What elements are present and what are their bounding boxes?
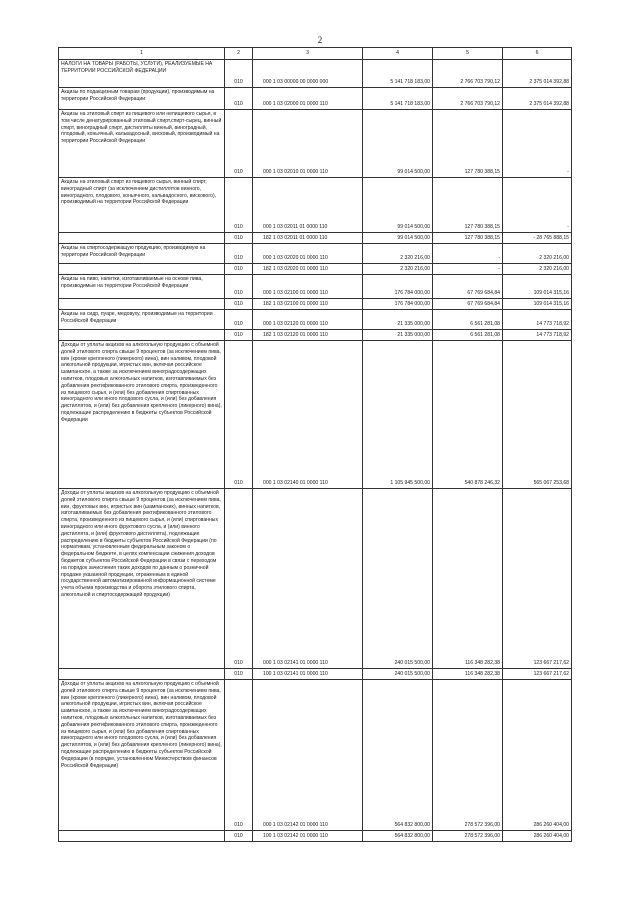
- row-unexecuted-cell: 565 067 253,68: [503, 341, 572, 489]
- row-kbk-cell: 000 1 03 02100 01 0000 110: [253, 275, 363, 299]
- row-unexecuted-cell: 2 320 216,00: [503, 244, 572, 264]
- row-name-cell: Доходы от уплаты акцизов на алкогольную продукцию с объемной долей этилового спирта свыше 9 процентов (за исключением пива, вин (кроме крепленого (ликерного) вина), вин наливом, плодовой алкогольной продукции, игристых вин, включая российское шампанское, а также за исключением виноградосодержащих напитков, плодовых алкогольных напитков, изготавливаемых без добавления ректификованного этилового спирта, произведенного из пищевого сырья, и (или) без добавления спиртованных виноградного или иного плодового сусла, и (или) без добавления дистиллятов, и (или) без добавления крепленого (ликерного) вина), подлежащие распределению в бюджеты субъектов Российской Федерации: [59, 341, 225, 489]
- row-unexecuted-cell: 109 014 315,16: [503, 275, 572, 299]
- row-name-cell: НАЛОГИ НА ТОВАРЫ (РАБОТЫ, УСЛУГИ), РЕАЛИЗУЕМЫЕ НА ТЕРРИТОРИИ РОССИЙСКОЙ ФЕДЕРАЦИИ: [59, 60, 225, 88]
- table-row: [59, 60, 572, 88]
- table-row: [59, 299, 572, 310]
- row-unexecuted-cell: -: [503, 178, 572, 233]
- row-kbk-cell: 000 1 03 02010 01 0000 110: [253, 110, 363, 178]
- row-approved-cell: 21 335 000,00: [363, 330, 433, 341]
- row-code-cell: 010: [225, 244, 253, 264]
- row-approved-cell: 564 832 800,00: [363, 831, 433, 842]
- row-name-cell: [59, 330, 225, 341]
- row-executed-cell: 2 766 703 790,12: [433, 60, 503, 88]
- row-approved-cell: 564 832 800,00: [363, 680, 433, 831]
- row-code-cell: 010: [225, 310, 253, 330]
- table-row: [59, 330, 572, 341]
- row-unexecuted-cell: -: [503, 110, 572, 178]
- row-unexecuted-cell: 2 320 216,00: [503, 264, 572, 275]
- row-name-cell: Акцизы на сидр, пуаре, медовуху, производимые на территории Российской Федерации: [59, 310, 225, 330]
- header-cell: 1: [59, 48, 225, 60]
- row-code-cell: 010: [225, 341, 253, 489]
- row-executed-cell: -: [433, 244, 503, 264]
- row-kbk-cell: 000 1 03 02011 01 0000 110: [253, 178, 363, 233]
- table-row: [59, 310, 572, 330]
- row-approved-cell: 240 015 500,00: [363, 669, 433, 680]
- row-executed-cell: 6 561 281,08: [433, 330, 503, 341]
- row-code-cell: 010: [225, 178, 253, 233]
- row-kbk-cell: 000 1 03 02000 01 0000 110: [253, 88, 363, 110]
- row-kbk-cell: 000 1 03 02020 01 0000 110: [253, 244, 363, 264]
- row-approved-cell: 5 141 718 183,00: [363, 88, 433, 110]
- row-approved-cell: 1 105 945 500,00: [363, 341, 433, 489]
- header-cell: 6: [503, 48, 572, 60]
- header-cell: 3: [253, 48, 363, 60]
- row-approved-cell: 99 014 500,00: [363, 110, 433, 178]
- income-report-table: [58, 47, 572, 842]
- row-approved-cell: 176 784 000,00: [363, 299, 433, 310]
- table-row: [59, 831, 572, 842]
- row-unexecuted-cell: - 28 765 888,15: [503, 233, 572, 244]
- row-approved-cell: 99 014 500,00: [363, 178, 433, 233]
- row-executed-cell: 6 561 281,08: [433, 310, 503, 330]
- row-name-cell: [59, 299, 225, 310]
- row-name-cell: Акцизы по подакцизным товарам (продукции), производимым на территории Российской Федерации: [59, 88, 225, 110]
- row-name-cell: Акцизы на этиловый спирт из пищевого или непищевого сырья, в том числе денатурированный этиловый спирт,спирт-сырец, винный спирт, виноградный спирт, дистилляты винный, виноградный, плодовый, коньячный, кальвадосный, висковый, производимый на территории Российской Федерации: [59, 110, 225, 178]
- row-kbk-cell: 000 1 03 00000 00 0000 000: [253, 60, 363, 88]
- row-approved-cell: 176 784 000,00: [363, 275, 433, 299]
- row-executed-cell: 127 780 388,15: [433, 233, 503, 244]
- row-name-cell: Доходы от уплаты акцизов на алкогольную продукцию с объемной долей этилового спирта свыше 9 процентов (за исключением пива, вин, фруктовых вин, игристых вин (шампанских), винных напитков, изготавливаемых без добавления ректификованного этилового спирта, произведенного из пищевого сырья, и (или) спиртованных виноградного или иного фруктового сусла, и (или) винного дистиллята, и (или) фруктового дистиллята), подлежащие распределению в бюджеты субъектов Российской Федерации (по нормативам, установленным федеральным законом о федеральном бюджете, в целях компенсации снижения доходов бюджетов субъектов Российской Федерации в связи с переходом на порядок зачисления таких доходов по данным о розничной продаже указанной продукции, отраженным в единой государственной автоматизированной информационной системе учета объема производства и оборота этилового спирта, алкогольной и спиртосодержащей продукции): [59, 489, 225, 669]
- row-unexecuted-cell: 286 260 404,00: [503, 831, 572, 842]
- row-executed-cell: 2 766 703 790,12: [433, 88, 503, 110]
- page-number: 2: [317, 35, 323, 45]
- row-unexecuted-cell: 123 667 217,62: [503, 669, 572, 680]
- row-kbk-cell: 100 1 03 02141 01 0000 110: [253, 669, 363, 680]
- row-unexecuted-cell: 14 773 718,92: [503, 330, 572, 341]
- row-code-cell: 010: [225, 275, 253, 299]
- row-unexecuted-cell: 109 014 315,16: [503, 299, 572, 310]
- table-row: [59, 680, 572, 831]
- row-approved-cell: 5 141 718 183,00: [363, 60, 433, 88]
- row-code-cell: 010: [225, 233, 253, 244]
- row-code-cell: 010: [225, 489, 253, 669]
- row-executed-cell: 116 348 282,38: [433, 669, 503, 680]
- row-code-cell: 010: [225, 669, 253, 680]
- row-code-cell: 010: [225, 264, 253, 275]
- row-kbk-cell: 000 1 03 02120 01 0000 110: [253, 310, 363, 330]
- row-name-cell: [59, 669, 225, 680]
- header-cell: 2: [225, 48, 253, 60]
- table-row: [59, 178, 572, 233]
- row-code-cell: 010: [225, 60, 253, 88]
- row-kbk-cell: 182 1 03 02011 01 0000 110: [253, 233, 363, 244]
- row-approved-cell: 240 015 500,00: [363, 489, 433, 669]
- row-name-cell: Акцизы на пиво, напитки, изготавливаемые на основе пива, производимые на территории Российской Федерации: [59, 275, 225, 299]
- row-approved-cell: 99 014 500,00: [363, 233, 433, 244]
- row-executed-cell: 127 780 388,15: [433, 110, 503, 178]
- row-name-cell: [59, 233, 225, 244]
- row-kbk-cell: 100 1 03 02142 01 0000 110: [253, 831, 363, 842]
- header-row: [59, 48, 572, 60]
- row-name-cell: Акцизы на этиловый спирт из пищевого сырья, винный спирт, виноградный спирт (за исключением дистиллятов винного, виноградного, плодового, коньячного, кальвадосного, вискового), производимый на территории Российской Федерации: [59, 178, 225, 233]
- row-executed-cell: 67 769 684,84: [433, 275, 503, 299]
- row-executed-cell: 278 572 396,00: [433, 680, 503, 831]
- table-row: [59, 233, 572, 244]
- header-cell: 4: [363, 48, 433, 60]
- row-code-cell: 010: [225, 330, 253, 341]
- header-cell: 5: [433, 48, 503, 60]
- row-code-cell: 010: [225, 88, 253, 110]
- row-executed-cell: 67 769 684,84: [433, 299, 503, 310]
- table-row: [59, 341, 572, 489]
- row-executed-cell: 278 572 396,00: [433, 831, 503, 842]
- row-approved-cell: 2 320 216,00: [363, 264, 433, 275]
- row-executed-cell: 127 780 388,15: [433, 178, 503, 233]
- row-kbk-cell: 182 1 03 02020 01 0000 110: [253, 264, 363, 275]
- row-kbk-cell: 000 1 03 02140 01 0000 110: [253, 341, 363, 489]
- row-name-cell: [59, 831, 225, 842]
- table-row: [59, 244, 572, 264]
- table-row: [59, 489, 572, 669]
- row-kbk-cell: 000 1 03 02142 01 0000 110: [253, 680, 363, 831]
- row-code-cell: 010: [225, 680, 253, 831]
- row-unexecuted-cell: 123 667 217,62: [503, 489, 572, 669]
- row-code-cell: 010: [225, 299, 253, 310]
- row-approved-cell: 2 320 216,00: [363, 244, 433, 264]
- row-executed-cell: 540 878 246,32: [433, 341, 503, 489]
- row-kbk-cell: 182 1 03 02100 01 0000 110: [253, 299, 363, 310]
- row-name-cell: Доходы от уплаты акцизов на алкогольную продукцию с объемной долей этилового спирта свыше 9 процентов (за исключением пива, вин (кроме крепленого (ликерного) вина), вин наливом, плодовой алкогольной продукции, игристых вин, включая российское шампанское, а также за исключением виноградосодержащих напитков, плодовых алкогольных напитков, изготавливаемых без добавления ректификованного этилового спирта, произведенного из пищевого сырья, и (или) без добавления спиртованных виноградного или иного плодового сусла, и (или) без добавления дистиллятов, и (или) без добавления крепленого (ликерного) вина), подлежащие распределению в бюджеты субъектов Российской Федерации (в порядке, установленном Министерством финансов Российской Федерации): [59, 680, 225, 831]
- table-row: [59, 88, 572, 110]
- row-approved-cell: 21 335 000,00: [363, 310, 433, 330]
- row-unexecuted-cell: 286 260 404,00: [503, 680, 572, 831]
- row-kbk-cell: 182 1 03 02120 01 0000 110: [253, 330, 363, 341]
- table-row: [59, 264, 572, 275]
- row-unexecuted-cell: 14 773 718,92: [503, 310, 572, 330]
- row-code-cell: 010: [225, 110, 253, 178]
- row-code-cell: 010: [225, 831, 253, 842]
- table-row: [59, 275, 572, 299]
- table-row: [59, 110, 572, 178]
- row-name-cell: Акцизы на спиртосодержащую продукцию, производимую на территории Российской Федерации: [59, 244, 225, 264]
- row-name-cell: [59, 264, 225, 275]
- row-unexecuted-cell: 2 375 014 392,88: [503, 60, 572, 88]
- row-executed-cell: 116 348 282,38: [433, 489, 503, 669]
- table-row: [59, 669, 572, 680]
- row-unexecuted-cell: 2 375 014 392,88: [503, 88, 572, 110]
- row-executed-cell: -: [433, 264, 503, 275]
- row-kbk-cell: 000 1 03 02141 01 0000 110: [253, 489, 363, 669]
